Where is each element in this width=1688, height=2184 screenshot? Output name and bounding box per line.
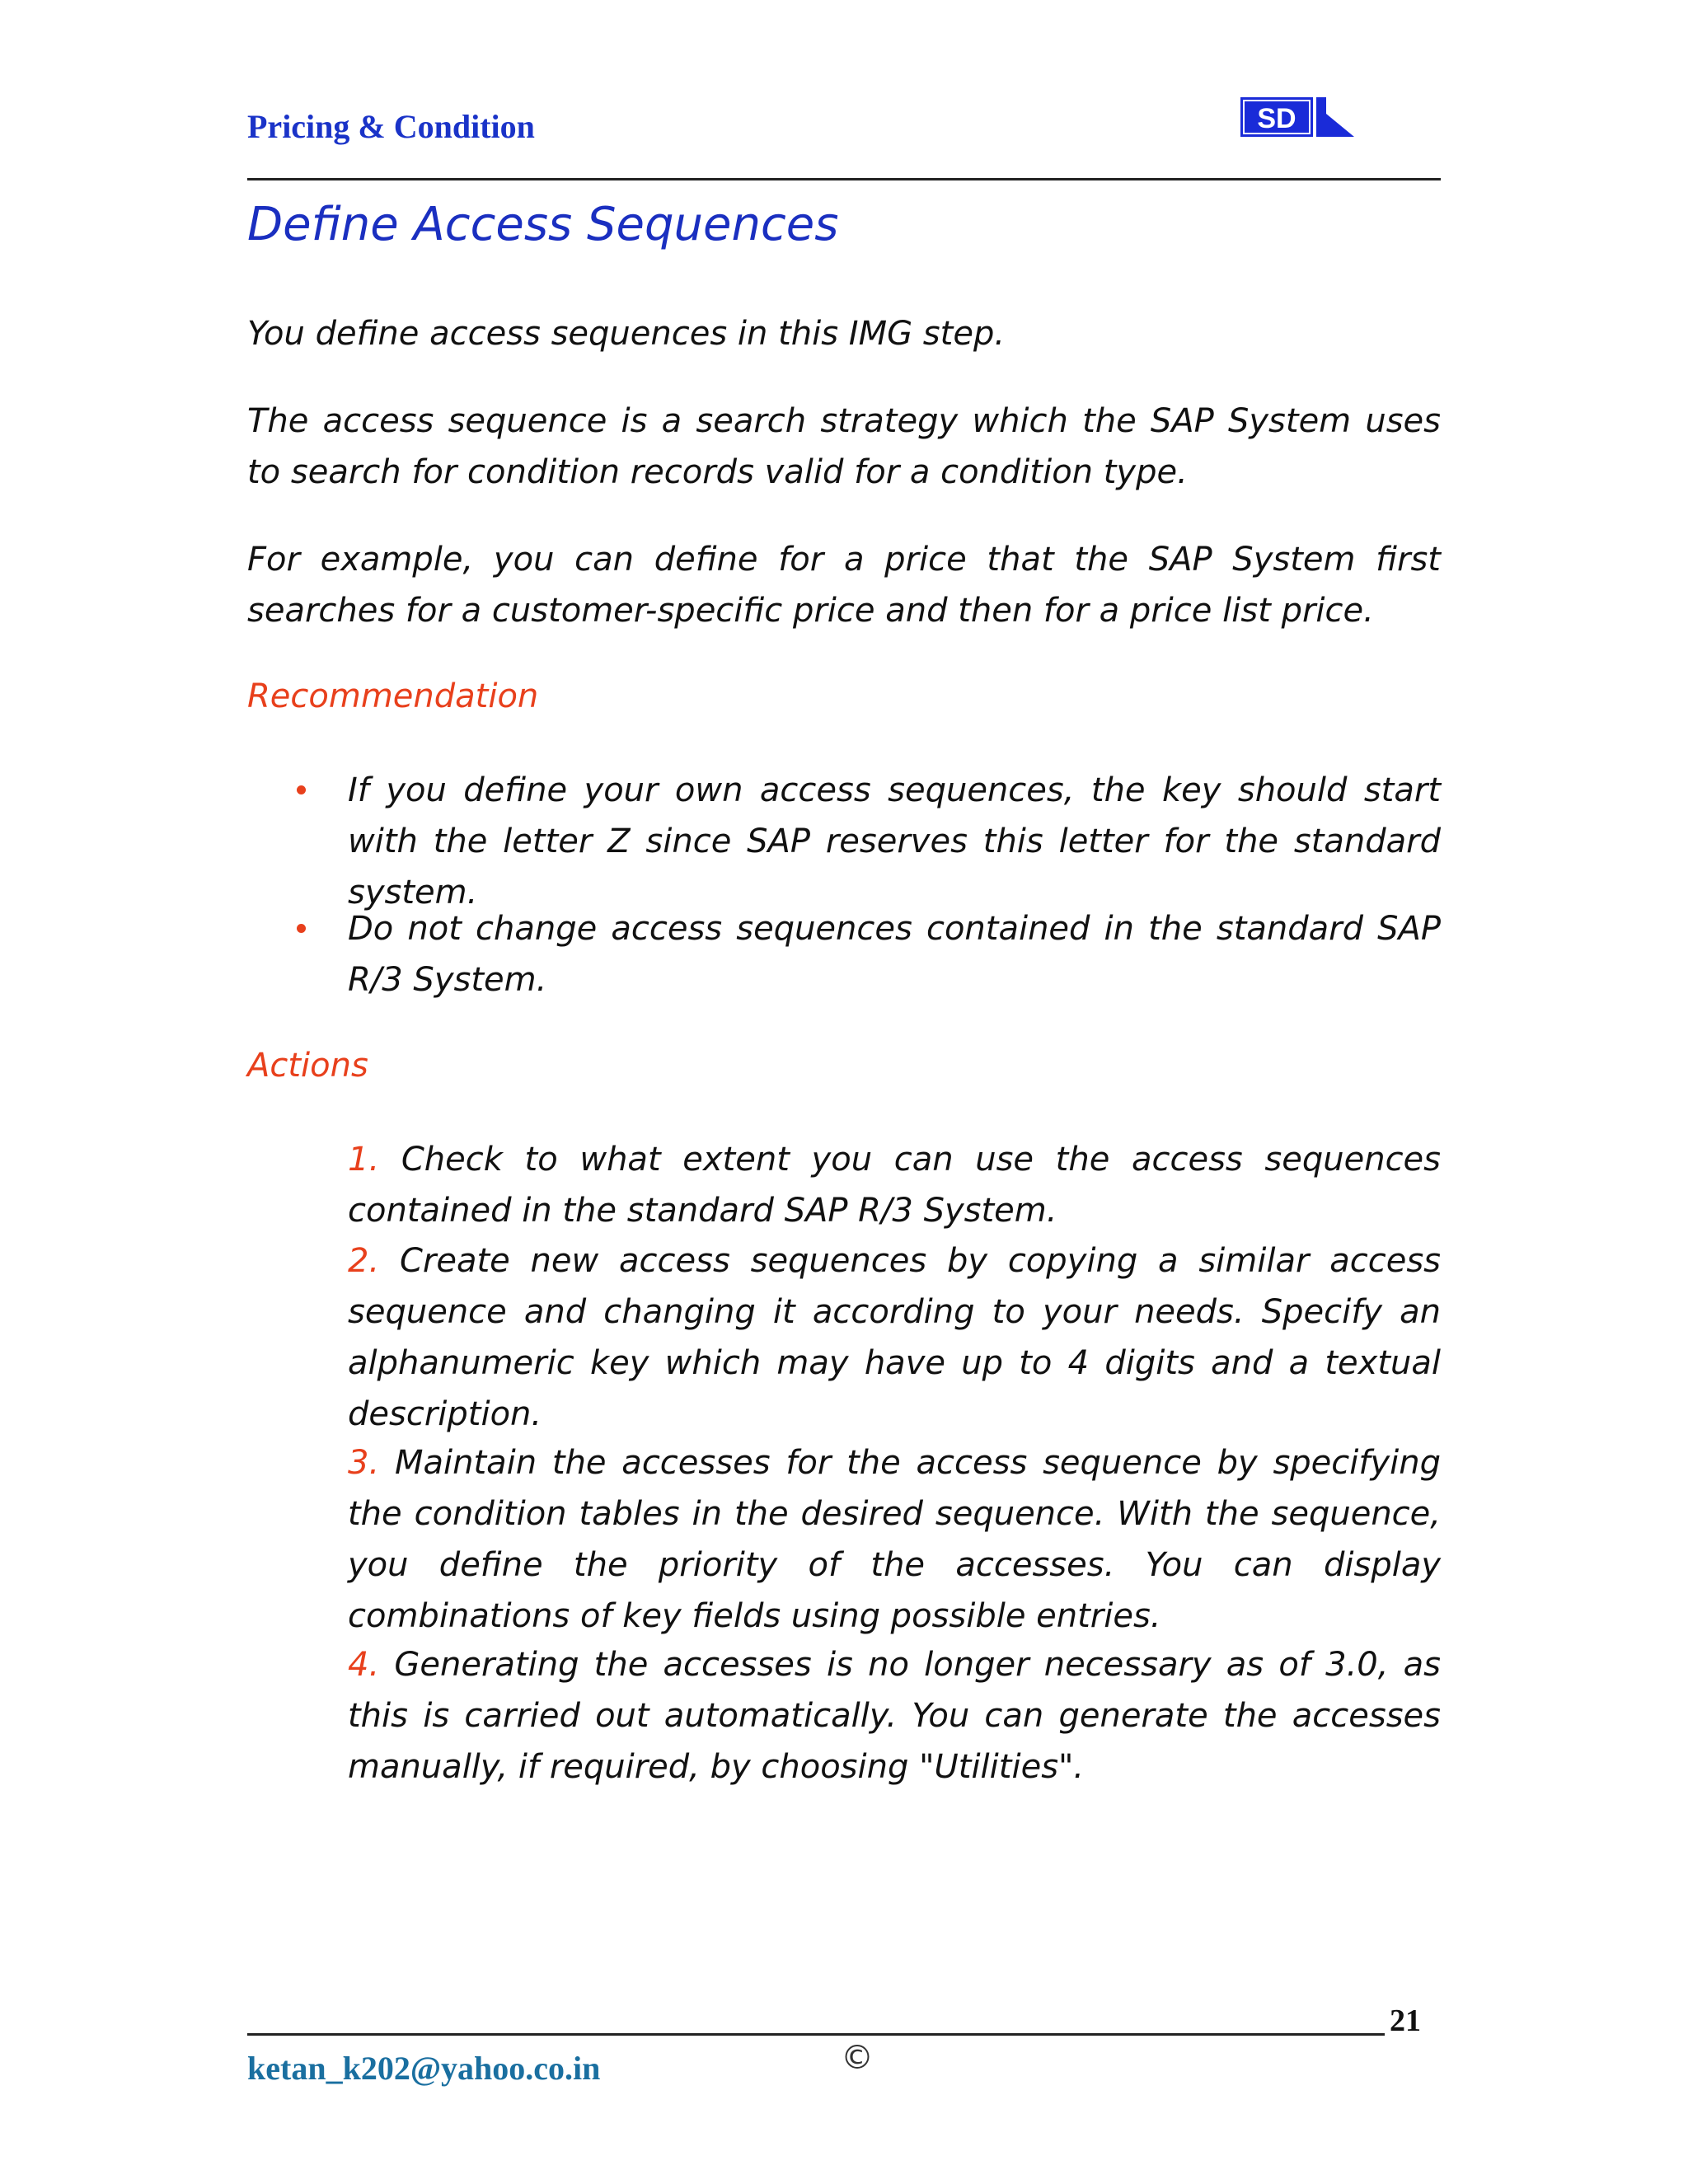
- footer-email: ketan_k202@yahoo.co.in: [247, 2050, 601, 2087]
- action-step-text: Create new access sequences by copying a similar access sequence and changing it according to your needs. Specify an alphanumeric key which may have up to 4 digits and a textual description.: [348, 1242, 1441, 1433]
- action-step-text: Generating the accesses is no longer necessary as of 3.0, as this is carried out automatically. You can generate the accesses manually, if required, by choosing "Utilities".: [348, 1646, 1441, 1786]
- recommendation-item-text: If you define your own access sequences, the key should start with the letter Z since SAP reserves this letter for the standard system.: [348, 771, 1441, 912]
- header-title: Pricing & Condition: [247, 108, 535, 145]
- footer-divider: [247, 2033, 1385, 2036]
- sd-logo-arrow: [1316, 97, 1354, 137]
- action-step-number: 4.: [348, 1646, 380, 1684]
- recommendation-item: [297, 903, 1441, 1005]
- bullet-icon: [297, 785, 306, 794]
- header-divider: [247, 178, 1441, 180]
- recommendation-heading: Recommendation: [247, 677, 539, 715]
- action-step: [348, 1134, 1441, 1236]
- intro-paragraph-3: For example, you can define for a price that the SAP System first searches for a customer-specific price and then for a price list price.: [247, 541, 1441, 630]
- action-step: [348, 1437, 1441, 1642]
- action-step-text: Check to what extent you can use the access sequences contained in the standard SAP R/3 System.: [348, 1141, 1442, 1230]
- action-step: [348, 1235, 1441, 1440]
- recommendation-item: [297, 765, 1441, 918]
- action-step: [348, 1639, 1441, 1793]
- intro-paragraph-1: You define access sequences in this IMG step.: [247, 315, 1006, 353]
- action-step-number: 2.: [348, 1242, 380, 1280]
- intro-paragraph-2: The access sequence is a search strategy which the SAP System uses to search for condition records valid for a condition type.: [247, 402, 1441, 491]
- action-step-number: 3.: [348, 1444, 380, 1482]
- sd-logo-text: SD: [1257, 103, 1296, 134]
- bullet-icon: [297, 924, 306, 933]
- page-number: 21: [1390, 2004, 1421, 2038]
- action-step-text: Maintain the accesses for the access sequence by specifying the condition tables in the desired sequence. With the sequence, you define the priority of the accesses. You can display combinations of key fields using possible entries.: [348, 1444, 1441, 1635]
- sd-logo: [1240, 97, 1356, 140]
- action-step-number: 1.: [348, 1141, 380, 1179]
- page-title: Define Access Sequences: [247, 198, 839, 251]
- copyright-icon: ©: [841, 2039, 874, 2077]
- actions-heading: Actions: [247, 1047, 368, 1085]
- recommendation-item-text: Do not change access sequences contained in the standard SAP R/3 System.: [348, 910, 1441, 999]
